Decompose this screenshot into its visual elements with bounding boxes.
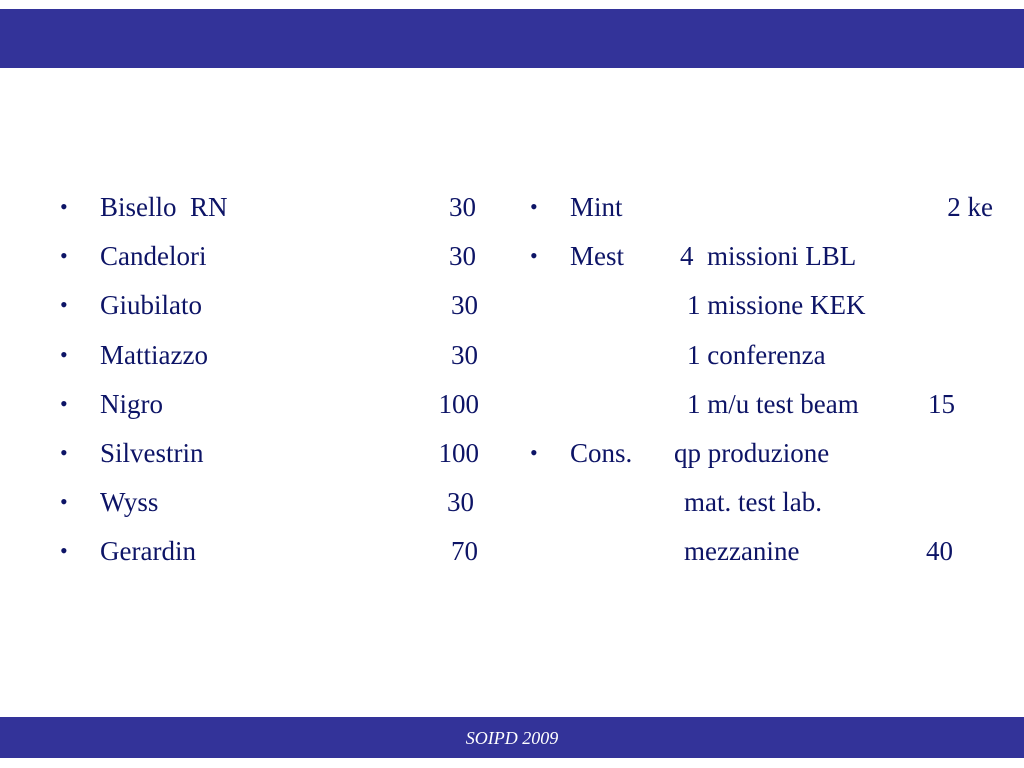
- person-name: Candelori: [100, 241, 207, 271]
- mest-detail: 1 m/u test beam: [687, 389, 859, 419]
- list-item: [60, 484, 480, 520]
- list-item-mest: [530, 238, 995, 274]
- mest-detail-row: [530, 337, 995, 373]
- bullet-icon: •: [60, 440, 68, 465]
- person-name: Giubilato: [100, 290, 202, 320]
- person-value: 30: [449, 241, 476, 271]
- person-value: 30: [451, 290, 478, 320]
- bullet-icon: •: [60, 538, 68, 563]
- mest-detail-row: [530, 386, 995, 422]
- mest-detail: 1 conferenza: [687, 340, 826, 370]
- mest-value: 15: [928, 389, 955, 419]
- person-name: Nigro: [100, 389, 163, 419]
- list-item: [60, 386, 480, 422]
- person-value: 70: [451, 536, 478, 566]
- bullet-icon: •: [60, 342, 68, 367]
- list-item: [60, 287, 480, 323]
- mint-value: 2 ke: [947, 192, 993, 222]
- mest-detail-row: [530, 287, 995, 323]
- person-value: 30: [447, 487, 474, 517]
- header-bar: [0, 9, 1024, 68]
- cons-label: Cons.: [570, 438, 633, 468]
- bullet-icon: •: [60, 292, 68, 317]
- cons-detail-row: [530, 484, 995, 520]
- mest-detail: 4 missioni LBL: [680, 241, 857, 271]
- list-item-cons: [530, 435, 995, 471]
- list-item: [60, 435, 480, 471]
- person-value: 30: [449, 192, 476, 222]
- bullet-icon: •: [60, 391, 68, 416]
- person-name: Silvestrin: [100, 438, 204, 468]
- person-name: Mattiazzo: [100, 340, 208, 370]
- mest-label: Mest: [570, 241, 624, 271]
- bullet-icon: •: [60, 489, 68, 514]
- list-item-mint: [530, 189, 995, 225]
- bullet-icon: •: [530, 440, 538, 465]
- mest-detail: 1 missione KEK: [687, 290, 866, 320]
- list-item: [60, 189, 480, 225]
- person-value: 30: [451, 340, 478, 370]
- bullet-icon: •: [60, 243, 68, 268]
- person-name: Wyss: [100, 487, 159, 517]
- bullet-icon: •: [530, 194, 538, 219]
- list-item: [60, 238, 480, 274]
- list-item: [60, 337, 480, 373]
- person-value: 100: [438, 389, 479, 419]
- bullet-icon: •: [60, 194, 68, 219]
- cons-detail: mat. test lab.: [684, 487, 822, 517]
- footer-label: SOIPD 2009: [465, 728, 559, 748]
- mint-label: Mint: [570, 192, 623, 222]
- person-value: 100: [438, 438, 479, 468]
- cons-detail-row: [530, 533, 995, 569]
- person-name: Bisello RN: [100, 192, 228, 222]
- cons-value: 40: [926, 536, 953, 566]
- bullet-icon: •: [530, 243, 538, 268]
- list-item: [60, 533, 480, 569]
- cons-detail: mezzanine: [684, 536, 800, 566]
- cons-detail: qp produzione: [674, 438, 830, 468]
- person-name: Gerardin: [100, 536, 196, 566]
